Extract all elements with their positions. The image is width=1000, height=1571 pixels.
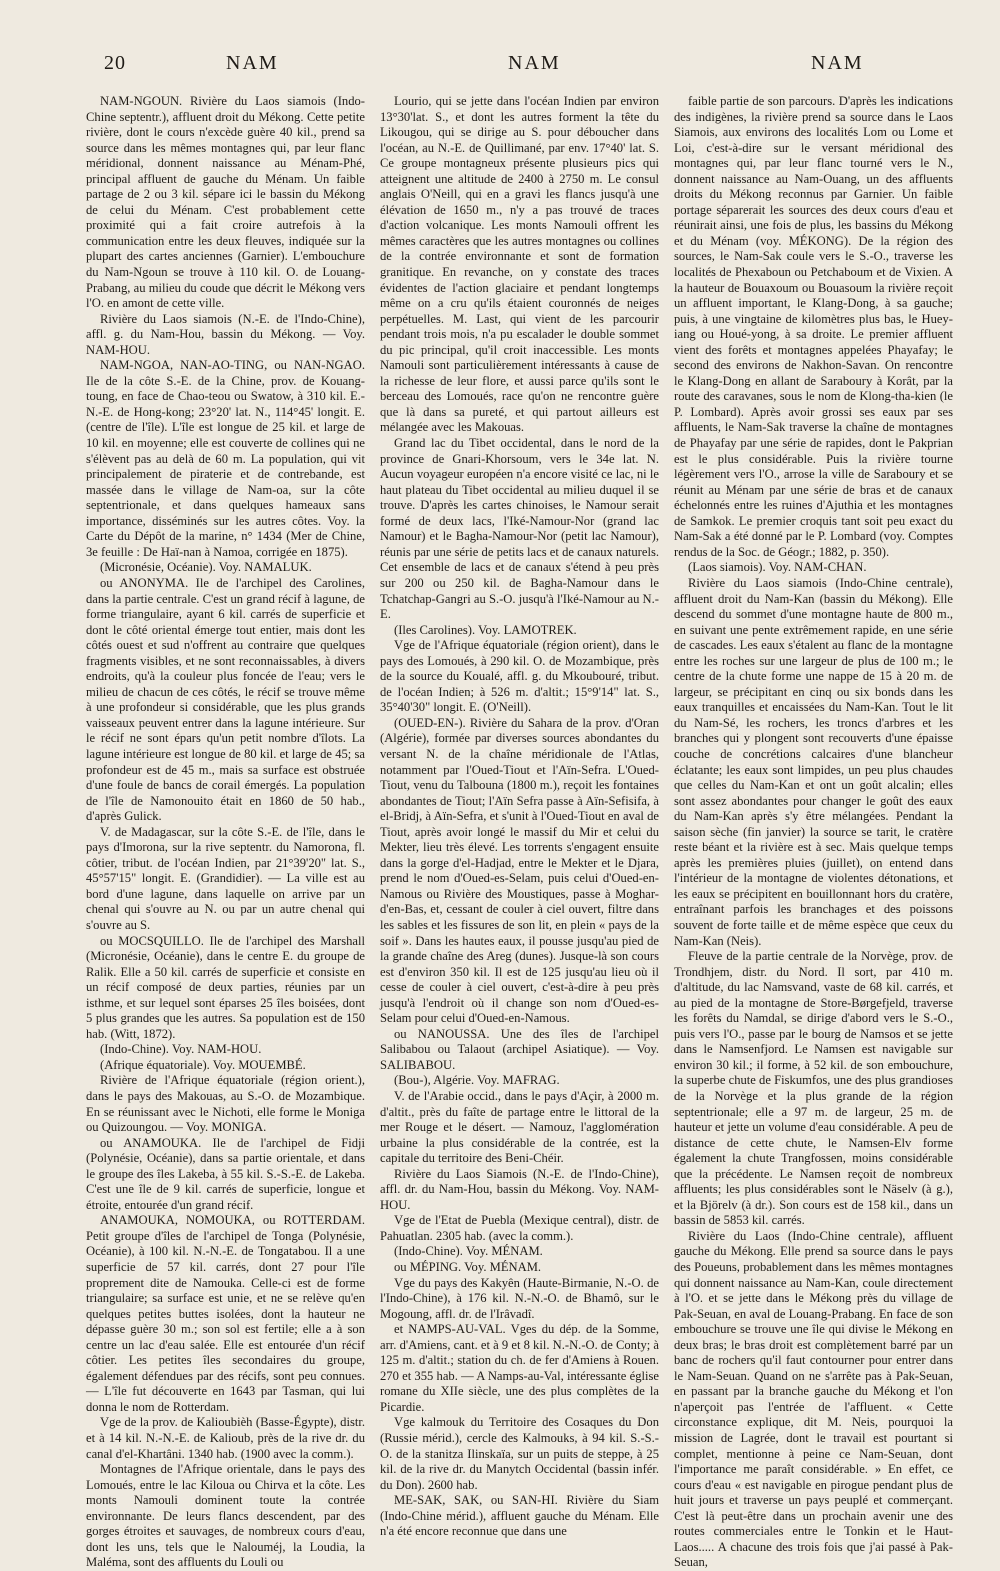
entry-text: Rivière du Laos Siamois (N.-E. de l'Indo-Chine), affl. dr. du Nam-Hou, bassin du Mékong. Voy. NAM-HOU. [380,1166,659,1212]
entry-text: ou ANONYMA. Ile de l'archipel des Carolines, dans la partie centrale. C'est un grand récif à lagune, de forme triangulaire, ayant 6 kil. carrés de superficie et dont le côté oriental émerge tout entier, mais dont les côtés ouest et sud n'offrent au contraire que quelques fragments visibles, et ne sont reconnaissables, à divers endroits, qu'à la couleur plus foncée de l'eau; vers le milieu de chacun de ces côtés, le récif se trouve même à une profondeur si considérable, que les plus grands vaisseaux peuvent entrer dans la lagune intérieure. Sur le récif ne sont épars qu'un petit nombre d'îlots. La lagune intérieure est longue de 80 kil. et large de 45; sa profondeur est de 45 m., mais sa surface est obstruée d'une foule de bancs de corail émergés. La population de l'île de Namonouito était en 1860 de 50 hab., d'après Gulick. [86,575,365,824]
entry-text: V. de l'Arabie occid., dans le pays d'Açir, à 2000 m. d'altit., près du faîte de partage entre le littoral de la mer Rouge et le désert. — Namouz, l'agglomération urbaine la plus considérable de la contrée, est la capitale du territoire des Beni-Chéir. [380,1089,659,1166]
dictionary-entry [86,94,365,312]
text-columns [86,94,960,1571]
dictionary-entry [86,1136,365,1214]
dictionary-entry [86,312,365,359]
entry-text: (Indo-Chine). Voy. MÉNAM. [394,1244,543,1259]
entry-text: Vge de l'Afrique équatoriale (région orient), dans le pays des Lomoués, à 290 kil. O. de Mozambique, près de la source du Koualé, affl. g. du Mkoubouré, tribut. de l'océan Indien; à 526 m. d'altit.; 15°9'14" lat. S., 35°40'30" longit. E. (O'Neill). [380,638,659,715]
page-number: 20 [104,52,126,74]
entry-text: ou NANOUSSA. Une des îles de l'archipel Salibabou ou Talaout (archipel Asiatique). — Voy. SALIBABOU. [380,1026,659,1072]
entry-text: Vge du pays des Kakyên (Haute-Birmanie, N.-O. de l'Indo-Chine), à 176 kil. N.-N.-O. de Bhamô, sur le Mogoung, affl. dr. de l'Irâvadî. [380,1275,659,1321]
entry-text: Rivière du Laos siamois (N.-E. de l'Indo-Chine), affl. g. du Nam-Hou, bassin du Mékong. — Voy. NAM-HOU. [86,311,365,357]
entry-text: Fleuve de la partie centrale de la Norvège, prov. de Trondhjem, distr. du Nord. Il sort, par 410 m. d'altitude, du lac Namsvand, vaste de 68 kil. carrés, et au pied de la montagne de Store-Børgefjeld, traverse les forêts du Namdal, se dirige d'abord vers le S.-O., puis vers l'O., passe par le bourg de Namsos et se jette dans le Namsenfjord. Le Namsen est navigable sur environ 30 kil.; il forme, à 52 kil. de son embouchure, la superbe chute de Fiskumfos, une des plus grandioses de la Norvège et la plus grande de la région septentrionale; elle a 97 m. de largeur, 25 m. de hauteur et jette un volume d'eau considérable. A peu de distance de cette chute, le Namsen-Elv forme également la chute Trangfossen, moins considérable que la précédente. Le Namsen reçoit de nombreux affluents; les plus considérables sont le Näselv (à g.), et la Björelv (à dr.). Son cours est de 158 kil., dans un bassin de 5853 kil. carrés. [674,949,953,1228]
dictionary-entry [380,1073,659,1089]
dictionary-entry [674,1229,953,1571]
dictionary-entry [380,1244,659,1260]
dictionary-entry [86,358,365,560]
entry-text: (Iles Carolines). Voy. LAMOTREK. [394,622,577,637]
entry-text: V. de Madagascar, sur la côte S.-E. de l'île, dans le pays d'Imorona, sur la rive septentr. du Namorona, fl. côtier, tribut. de l'océan Indien, par 21°39'20" lat. S., 45°57'15" longit. E. (Grandidier). — La ville est au bord d'une lagune, dans laquelle on arrive par un chenal qui s'ouvre au N. ou par un autre chenal qui s'ouvre au S. [86,824,365,932]
dictionary-entry [380,1027,659,1074]
column-middle [380,94,659,1571]
entry-text: ou MOCSQUILLO. Ile de l'archipel des Marshall (Micronésie, Océanie), dans le centre E. du groupe de Ralik. Elle a 50 kil. carrés de superficie et consiste en un récif composé de deux parties, réunies par un isthme, et sur lequel sont éparses 25 îles boisées, dont 5 plus grandes que les autres. Sa population est de 150 hab. (Witt, 1872). [86,933,365,1041]
entry-text: faible partie de son parcours. D'après les indications des indigènes, la rivière prend sa source dans le Laos Siamois, aux environs des localités Lom ou Lome et Loi, c'est-à-dire sur le versant méridional des montagnes qui, par leur flanc tourné vers le N., donnent naissance au Nam-Ouang, un des affluents droits du Mékong reconnus par Garnier. Un faible portage séparerait les sources des deux cours d'eau et réunirait ainsi, une fois de plus, les bassins du Mékong et du Ménam (voy. MÉKONG). De la région des sources, le Nam-Sak coule vers le S.-O., traverse les localités de Phexaboun ou Petchaboum et de Vixien. A la hauteur de Bouaxoum ou Bouasoum la rivière reçoit un affluent important, le Klang-Dong, à sa gauche; puis, à une vingtaine de kilomètres plus bas, le Huey-iang ou Houé-yong, à sa droite. Le premier affluent vient des forêts et montagnes appelées Phayafay; le second des environs de Nakhon-Savan. On rencontre le Klang-Dong en allant de Saraboury à Korât, par la route des caravanes, sous le nom de Klong-tha-kien (le P. Lombard). Après avoir grossi ses eaux par ses affluents, le Nam-Sak traverse la chaîne de montagnes de Phayafay par une série de rapides, dont le Pakprian est le plus considérable. Puis la rivière tourne légèrement vers l'O., arrose la ville de Saraboury et se réunit au Ménam par une série de bras et de canaux échelonnés entre les ruines d'Ajuthia et les montagnes de Samkok. Le premier croquis tant soit peu exact du Nam-Sak a été donné par le P. Lombard (voy. Comptes rendus de la Soc. de Géogr.; 1882, p. 350). [674,94,953,559]
entry-text: ou ANAMOUKA. Ile de l'archipel de Fidji (Polynésie, Océanie), dans sa partie orientale, et dans le groupe des îles Lakeba, à 55 kil. S.-S.-E. de Lakeba. C'est une île de 9 kil. carrés de superficie, longue et étroite, entourée d'un grand récif. [86,1135,365,1212]
entry-text: (Bou-), Algérie. Voy. MAFRAG. [394,1073,560,1088]
dictionary-entry [86,1462,365,1571]
entry-text: Vge kalmouk du Territoire des Cosaques du Don (Russie mérid.), cercle des Kalmouks, à 94 kil. S.-S.-O. de la stanitza Ilinskaïa, sur un puits de steppe, à 25 kil. de la rive dr. du Manytch Occidental (bassin infér. du Don). 2600 hab. [380,1415,659,1492]
dictionary-entry [380,1167,659,1214]
entry-text: (Indo-Chine). Voy. NAM-HOU. [100,1042,262,1057]
entry-text: (OUED-EN-). Rivière du Sahara de la prov. d'Oran (Algérie), formée par diverses sources abondantes du versant N. de la chaîne méridionale de l'Atlas, notamment par l'Oued-Tiout et l'Aïn-Sefra. L'Oued-Tiout, venu du Talbouna (1800 m.), reçoit les fontaines abondantes de Tiout; l'Aïn Sefra passe à Aïn-Sefisifa, à el-Bridj, à Aïn-Sefra, et s'unit à l'Oued-Tiout en aval de Tiout, après avoir longé le massif du Mir et celui du Mekter, lieu très élevé. Les torrents s'engagent ensuite dans la gorge d'el-Hadjad, entre le Mekter et le Djara, prend le nom d'Oued-es-Selam, puis celui d'Oued-en-Namous ou Rivière des Moustiques, passe à Moghar-d'en-Bas, et, cessant de couler à ciel ouvert, filtre dans les sables et les fissures de son lit, en plein « pays de la soif ». Dans les hautes eaux, il pousse jusqu'au pied de la grande chaîne des Areg (dunes). Jusque-là son cours est d'environ 350 kil. Il est de 125 jusqu'au lieu où il cesse de couler à ciel ouvert, c'est-à-dire à peu près jusqu'à l'endroit où il change son nom d'Oued-es-Selam pour celui d'Oued-en-Namous. [380,715,659,1026]
dictionary-entry [674,94,953,560]
dictionary-entry [380,1415,659,1493]
entry-text: NAM-NGOA, NAN-AO-TING, ou NAN-NGAO. Ile de la côte S.-E. de la Chine, prov. de Kouang-toung, en face de Chao-teou ou Swatow, à 310 kil. E.-N.-E. de Hong-kong; 23°20' lat. N., 114°45' longit. E. (centre de l'île). L'île est longue de 25 kil. et large de 10 kil. en moyenne; elle est couverte de collines qui ne s'élèvent pas au delà de 60 m. La population, qui vit principalement de piraterie et de contrebande, est massée dans le village de Nam-oa, sur la côte septentrionale, et dans quelques hameaux sans importance, disséminés sur les autres côtes. Voy. la Carte du Dépôt de la marine, n° 1434 (Mer de Chine, 3e feuille : De Haï-nan à Namoa, corrigée en 1875). [86,358,365,559]
dictionary-entry [86,560,365,576]
running-head-right: NAM [811,52,864,74]
entry-text: NAM-NGOUN. Rivière du Laos siamois (Indo-Chine septentr.), affluent droit du Mékong. Cette petite rivière, dont le cours n'excède guère 40 kil., prend sa source dans les mêmes montagnes qui, par leur flanc méridional, donnent naissance au Ménam-Phé, principal affluent de gauche du Ménam. Un faible partage de 2 ou 3 kil. sépare ici le bassin du Mékong de celui du Ménam. C'est probablement cette proximité qui a fait croire autrefois à la communication entre les deux fleuves, indiquée sur la plupart des cartes anciennes (Garnier). L'embouchure du Nam-Ngoun se trouve à 110 kil. O. de Louang-Prabang, au milieu du coude que décrit le Mékong vers l'O. en amont de cette ville. [86,94,365,311]
entry-text: Rivière du Laos (Indo-Chine centrale), affluent gauche du Mékong. Elle prend sa source dans le pays des Poueuns, probablement dans les mêmes montagnes qui donnent naissance au Nam-Kan, coule directement à l'O. et se jette dans le Mékong près du village de Pak-Seuan, en aval de Louang-Prabang. En face de son embouchure se trouve une île qui divise le Mékong en deux bras; le bras droit est complètement barré par un banc de rochers qu'il faut contourner pour entrer dans le Nam-Seuan. Quand on ne s'arrête pas à Pak-Seuan, en passant par la branche gauche du Mékong et l'on n'aperçoit pas l'entrée de l'affluent. « Cette circonstance explique, dit M. Neis, pourquoi la mission de Lagrée, dont le travail est pourtant si complet, mentionne à peine ce Nam-Seuan, dont l'importance me paraît considérable. » En effet, ce cours d'eau « est navigable en pirogue pendant plus de huit jours et traverse un pays peuplé et commerçant. C'est là peut-être dans un prochain avenir une des routes commerciales entre le Tonkin et le Haut-Laos..... A chacune des trois fois que j'ai passé à Pak-Seuan, [674,1228,953,1570]
dictionary-entry [86,1213,365,1415]
dictionary-entry [380,94,659,436]
entry-text: Lourio, qui se jette dans l'océan Indien par environ 13°30'lat. S., et dont les autres forment la tête du Likougou, qui se dirige au S. pour déboucher dans l'océan, au N.-E. de Quillimané, par env. 17°40' lat. S. Ce groupe montagneux présente plusieurs pics qui atteignent une altitude de 2400 à 2750 m. Le consul anglais O'Neill, qui en a gravi les flancs jusqu'à une élévation de 1650 m., n'y a pas trouvé de traces d'action volcanique. Les monts Namouli offrent les mêmes caractères que les autres montagnes ou collines de la contrée environnante et sont de formation granitique. En revanche, on y constate des traces évidentes de l'action glaciaire et pendant longtemps même on a cru qu'ils étaient couronnés de neiges perpétuelles. M. Last, qui vient de les parcourir pendant trois mois, n'a pu escalader le double sommet du pic principal, qu'il croit inaccessible. Les monts Namouli sont particulièrement intéressants à cause de la richesse de leur flore, et aussi parce qu'ils sont le berceau des Lomoués, race qu'on ne rencontre guère que là dans sa pureté, et qui partout ailleurs est mélangée avec les Makouas. [380,94,659,435]
dictionary-entry [674,576,953,949]
dictionary-entry [86,1073,365,1135]
dictionary-entry [380,1493,659,1540]
entry-text: Vge de la prov. de Kalioubièh (Basse-Égypte), distr. et à 14 kil. N.-N.-E. de Kalioub, près de la rive dr. du canal d'el-Khartâni. 1340 hab. (1900 avec la comm.). [86,1415,365,1461]
entry-text: et NAMPS-AU-VAL. Vges du dép. de la Somme, arr. d'Amiens, cant. et à 9 et 8 kil. N.-N.-O. de Conty; à 125 m. d'altit.; station du ch. de fer d'Amiens à Rouen. 270 et 355 hab. — A Namps-au-Val, intéressante église romane du XIIe siècle, une des plus complètes de la Picardie. [380,1322,659,1414]
dictionary-entry [380,1322,659,1415]
dictionary-entry [86,1042,365,1058]
dictionary-entry [86,1058,365,1074]
running-head-center: NAM [508,52,561,74]
dictionary-entry [380,436,659,623]
dictionary-entry [380,623,659,639]
dictionary-entry [674,949,953,1229]
entry-text: ANAMOUKA, NOMOUKA, ou ROTTERDAM. Petit groupe d'îles de l'archipel de Tonga (Polynésie, Océanie), à 100 kil. N.-N.-E. de Tongatabou. Il a une superficie de 57 kil. carrés, dont 27 pour l'île proprement dite de Namouka. Celle-ci est de forme triangulaire; sa surface est unie, et ne se relève qu'en quelques petites buttes isolées, dont la hauteur ne dépasse guère 30 m.; son sol est fertile; elle a à son centre un lac d'eau salée. Elle est entourée d'un récif côtier. Les petites îles secondaires du groupe, également défendues par des récifs, sont peu connues. — L'île fut découverte en 1643 par Tasman, qui lui donna le nom de Rotterdam. [86,1213,365,1414]
page-header [86,48,960,88]
entry-text: Montagnes de l'Afrique orientale, dans le pays des Lomoués, entre le lac Kiloua ou Chirva et la côte. Les monts Namouli dominent toute la contrée environnante. De leurs flancs descendent, par des gorges étroites et sauvages, de nombreux cours d'eau, dont les uns, tels que le Nalouméj, la Loudia, la Maléma, sont des affluents du Louli ou [86,1462,365,1570]
dictionary-entry [86,825,365,934]
dictionary-entry [86,1415,365,1462]
dictionary-entry [86,934,365,1043]
dictionary-entry [380,1213,659,1244]
dictionary-entry [380,1260,659,1276]
dictionary-entry [86,576,365,825]
column-left [86,94,365,1571]
entry-text: (Micronésie, Océanie). Voy. NAMALUK. [100,560,312,575]
column-right [674,94,953,1571]
entry-text: Rivière de l'Afrique équatoriale (région orient.), dans le pays des Makouas, au S.-O. de Mozambique. En se réunissant avec le Nichoti, elle forme le Moniga ou Quizoungou. — Voy. MONIGA. [86,1073,365,1135]
entry-text: (Laos siamois). Voy. NAM-CHAN. [688,560,867,575]
dictionary-entry [380,716,659,1027]
running-head-left: NAM [226,52,279,74]
dictionary-entry [674,560,953,576]
entry-text: Rivière du Laos siamois (Indo-Chine centrale), affluent droit du Nam-Kan (bassin du Mékong). Elle descend du sommet d'une montagne haute de 800 m., en suivant une pente extrêmement rapide, en une série de cascades. Les eaux s'étalent au flanc de la montagne entre les roches sur une largeur de plus de 100 m.; le centre de la chute forme une nappe de 15 à 20 m. de largeur, se précipitant en cinq ou six bonds dans les eaux tranquilles et encaissées du Nam-Kan. Tout le lit du Nam-Sé, les rochers, les troncs d'arbres et les branches qui y plongent sont recouverts d'une épaisse couche de concrétions calcaires d'une blancheur éclatante; les eaux sont limpides, un peu plus chaudes que celles du Nam-Kan et ont un goût alcalin; elles sont assez abondantes pour changer le goût des eaux du Nam-Kan après s'y être mélangées. Pendant la saison sèche (fin janvier) la source se tarit, le cratère reste béant et la rivière est à sec. Mais quelque temps après les premières pluies (juillet), on entend dans l'intérieur de la montagne de violentes détonations, et les eaux se précipitent en bouillonnant hors du cratère, entraînant parfois les branchages et des poissons souvent de forte taille et de même espèce que ceux du Nam-Kan (Neis). [674,575,953,948]
entry-text: ME-SAK, SAK, ou SAN-HI. Rivière du Siam (Indo-Chine mérid.), affluent gauche du Ménam. Elle n'a été encore reconnue que dans une [380,1493,659,1539]
entry-text: (Afrique équatoriale). Voy. MOUEMBÉ. [100,1057,306,1072]
dictionary-entry [380,638,659,716]
dictionary-entry [380,1089,659,1167]
entry-text: ou MÉPING. Voy. MÉNAM. [394,1260,542,1275]
entry-text: Grand lac du Tibet occidental, dans le nord de la province de Gnari-Khorsoum, vers le 34e lat. N. Aucun voyageur européen n'a encore visité ce lac, ni le haut plateau du Tibet occidental au milieu duquel il se trouve. D'après les cartes chinoises, le Namour serait formé de deux lacs, l'Iké-Namour-Nor (grand lac Namour) et le Bagha-Namour-Nor (petit lac Namour), réunis par une série de petits lacs et de canaux naturels. Cet ensemble de lacs et de canaux s'étend à peu près sur 200 ou 250 kil. de Bagha-Namour dans le Tchatchap-Gangri au S.-O. jusqu'à l'Iké-Namour au N.-E. [380,436,659,622]
dictionary-entry [380,1276,659,1323]
entry-text: Vge de l'Etat de Puebla (Mexique central), distr. de Pahuatlan. 2305 hab. (avec la comm.). [380,1213,659,1243]
